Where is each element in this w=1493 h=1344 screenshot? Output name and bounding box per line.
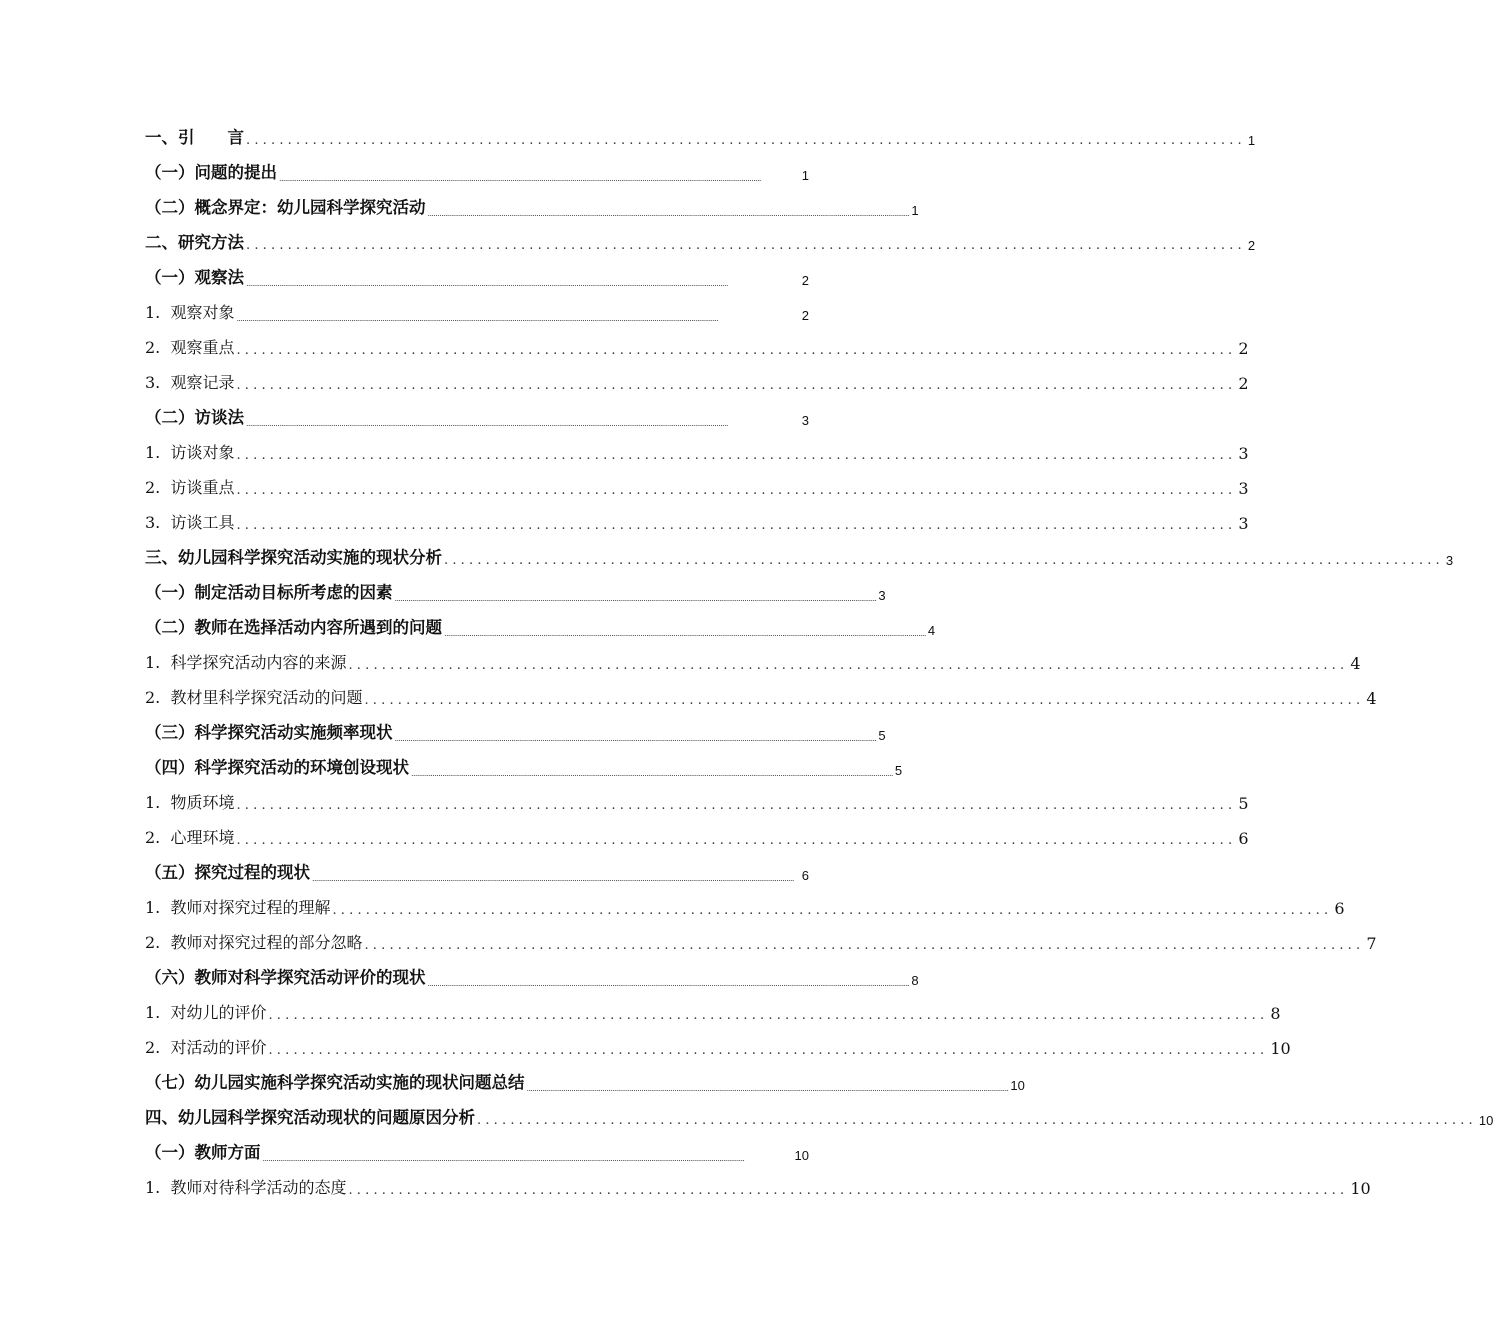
dot-leader: ........................................................................................................................ <box>236 448 1237 463</box>
toc-entry-title: 2. 教师对探究过程的部分忽略 <box>145 933 363 952</box>
toc-entry-title: （三）科学探究活动实施频率现状 <box>145 723 393 742</box>
dot-leader: ........................................................................................................................................................................................................................................................ <box>246 279 728 288</box>
toc-entry-title: （一）制定活动目标所考虑的因素 <box>145 583 393 602</box>
toc-entry[interactable] <box>145 468 1249 503</box>
toc-entry-page: 1 <box>801 168 809 183</box>
toc-entry-page: 2 <box>801 308 809 323</box>
toc-entry[interactable] <box>145 223 1256 258</box>
toc-entry[interactable] <box>145 398 809 433</box>
toc-entry[interactable] <box>145 853 809 888</box>
dot-leader: ........................................................................................................................................................................................................................................................ <box>394 594 877 603</box>
dot-leader: ........................................................................................................................ <box>444 553 1444 568</box>
dot-leader: ........................................................................................................................ <box>236 483 1237 498</box>
toc-entry[interactable] <box>145 1168 1371 1203</box>
toc-entry-page: 5 <box>894 763 903 778</box>
toc-entry-page: 1 <box>1247 133 1256 148</box>
toc-entry[interactable] <box>145 538 1454 573</box>
toc-entry-title: （一）观察法 <box>145 268 244 287</box>
toc-entry-title: 2. 对活动的评价 <box>145 1038 267 1057</box>
toc-entry-title: 1. 教师对探究过程的理解 <box>145 898 331 917</box>
toc-entry-page: 5 <box>878 728 886 743</box>
toc-entry-page: 1 <box>911 203 919 218</box>
toc-entry-title: 3. 观察记录 <box>145 373 235 392</box>
toc-entry-page: 10 <box>1270 1039 1291 1058</box>
toc-entry-page: 8 <box>1270 1004 1281 1023</box>
dot-leader: ........................................................................................................................................................................................................................................................ <box>246 419 728 428</box>
toc-entry-page: 7 <box>1366 934 1377 953</box>
toc-entry-title: 3. 访谈工具 <box>145 513 235 532</box>
dot-leader: ........................................................................................................................ <box>348 658 1349 673</box>
dot-leader: ........................................................................................................................ <box>364 938 1365 953</box>
dot-leader: ........................................................................................................................ <box>236 518 1237 533</box>
toc-entry[interactable] <box>145 258 809 293</box>
toc-entry-title: （二）访谈法 <box>145 408 244 427</box>
toc-entry[interactable] <box>145 433 1249 468</box>
toc-entry-page: 10 <box>1478 1113 1493 1128</box>
dot-leader: ........................................................................................................................................................................................................................................................ <box>312 874 794 883</box>
dot-leader: ........................................................................................................................ <box>332 903 1333 918</box>
dot-leader: ........................................................................................................................ <box>477 1113 1477 1128</box>
dot-leader: ........................................................................................................................................................................................................................................................ <box>444 629 926 638</box>
toc-entry[interactable] <box>145 608 936 643</box>
toc-entry[interactable] <box>145 678 1377 713</box>
toc-entry-title: 2. 访谈重点 <box>145 478 235 497</box>
toc-entry-title: 三、幼儿园科学探究活动实施的现状分析 <box>145 548 442 567</box>
toc-entry[interactable] <box>145 363 1249 398</box>
toc-entry[interactable] <box>145 818 1249 853</box>
toc-entry-page: 4 <box>1350 654 1361 673</box>
dot-leader: ........................................................................................................................................................................................................................................................ <box>427 979 910 988</box>
dot-leader: ........................................................................................................................ <box>348 1183 1349 1198</box>
toc-entry-title: （七）幼儿园实施科学探究活动实施的现状问题总结 <box>145 1073 525 1092</box>
toc-entry-page: 4 <box>927 623 936 638</box>
toc-entry-page: 3 <box>1238 444 1249 463</box>
toc-entry[interactable] <box>145 1028 1291 1063</box>
toc-entry[interactable] <box>145 748 903 783</box>
toc-entry-title: 二、研究方法 <box>145 233 244 252</box>
toc-entry-page: 5 <box>1238 794 1249 813</box>
toc-entry-page: 6 <box>801 868 809 883</box>
toc-entry-page: 2 <box>1247 238 1256 253</box>
toc-entry-page: 2 <box>801 273 809 288</box>
toc-entry-title: （二）概念界定：幼儿园科学探究活动 <box>145 198 426 217</box>
toc-entry-page: 10 <box>1350 1179 1371 1198</box>
dot-leader: ........................................................................................................................ <box>236 343 1237 358</box>
toc-entry-title: 2. 观察重点 <box>145 338 235 357</box>
dot-leader: ........................................................................................................................................................................................................................................................ <box>427 209 910 218</box>
dot-leader: ........................................................................................................................................................................................................................................................ <box>262 1154 745 1163</box>
toc-entry[interactable] <box>145 153 809 188</box>
toc-entry-page: 3 <box>1238 479 1249 498</box>
toc-entry-title: （二）教师在选择活动内容所遇到的问题 <box>145 618 442 637</box>
toc-entry[interactable] <box>145 783 1249 818</box>
toc-entry[interactable] <box>145 328 1249 363</box>
toc-entry-page: 3 <box>1445 553 1454 568</box>
toc-entry-page: 10 <box>794 1148 809 1163</box>
toc-entry-page: 6 <box>1238 829 1249 848</box>
toc-entry-page: 3 <box>878 588 886 603</box>
toc-entry[interactable] <box>145 188 919 223</box>
dot-leader: ........................................................................................................................................................................................................................................................ <box>526 1084 1009 1093</box>
toc-entry-page: 4 <box>1366 689 1377 708</box>
toc-entry-title: （六）教师对科学探究活动评价的现状 <box>145 968 426 987</box>
toc-entry[interactable] <box>145 118 1256 153</box>
toc-entry[interactable] <box>145 1098 1493 1133</box>
toc-entry-title: （四）科学探究活动的环境创设现状 <box>145 758 409 777</box>
toc-entry[interactable] <box>145 1063 1025 1098</box>
toc-entry[interactable] <box>145 293 809 328</box>
dot-leader: ........................................................................................................................ <box>246 133 1246 148</box>
dot-leader: ........................................................................................................................ <box>236 378 1237 393</box>
toc-entry[interactable] <box>145 888 1345 923</box>
toc-entry[interactable] <box>145 573 886 608</box>
table-of-contents <box>145 118 1493 1203</box>
toc-entry-title: 1. 对幼儿的评价 <box>145 1003 267 1022</box>
dot-leader: ........................................................................................................................................................................................................................................................ <box>236 314 719 323</box>
dot-leader: ........................................................................................................................................................................................................................................................ <box>279 174 761 183</box>
toc-entry[interactable] <box>145 1133 809 1168</box>
toc-entry[interactable] <box>145 503 1249 538</box>
toc-entry-title: 1. 教师对待科学活动的态度 <box>145 1178 347 1197</box>
toc-entry-title: 1. 访谈对象 <box>145 443 235 462</box>
dot-leader: ........................................................................................................................................................................................................................................................ <box>411 769 893 778</box>
toc-entry-title: 一、引 言 <box>145 128 244 147</box>
toc-entry-title: 2. 心理环境 <box>145 828 235 847</box>
toc-entry-page: 10 <box>1010 1078 1025 1093</box>
toc-entry-title: 1. 观察对象 <box>145 303 235 322</box>
dot-leader: ........................................................................................................................................................................................................................................................ <box>394 734 877 743</box>
dot-leader: ........................................................................................................................ <box>268 1008 1269 1023</box>
toc-entry-page: 3 <box>1238 514 1249 533</box>
toc-entry-page: 2 <box>1238 374 1249 393</box>
dot-leader: ........................................................................................................................ <box>236 798 1237 813</box>
toc-entry-title: 1. 科学探究活动内容的来源 <box>145 653 347 672</box>
toc-entry-page: 6 <box>1334 899 1345 918</box>
toc-entry-page: 3 <box>801 413 809 428</box>
toc-entry[interactable] <box>145 958 919 993</box>
toc-entry-title: （一）问题的提出 <box>145 163 277 182</box>
toc-entry-page: 8 <box>911 973 919 988</box>
toc-entry[interactable] <box>145 643 1361 678</box>
toc-entry[interactable] <box>145 713 886 748</box>
dot-leader: ........................................................................................................................ <box>364 693 1365 708</box>
toc-entry-title: （一）教师方面 <box>145 1143 261 1162</box>
dot-leader: ........................................................................................................................ <box>236 833 1237 848</box>
toc-entry-page: 2 <box>1238 339 1249 358</box>
dot-leader: ........................................................................................................................ <box>246 238 1246 253</box>
toc-entry-title: 1. 物质环境 <box>145 793 235 812</box>
toc-entry[interactable] <box>145 923 1377 958</box>
toc-entry[interactable] <box>145 993 1281 1028</box>
toc-entry-title: 2. 教材里科学探究活动的问题 <box>145 688 363 707</box>
toc-entry-title: 四、幼儿园科学探究活动现状的问题原因分析 <box>145 1108 475 1127</box>
dot-leader: ........................................................................................................................ <box>268 1043 1269 1058</box>
toc-entry-title: （五）探究过程的现状 <box>145 863 310 882</box>
